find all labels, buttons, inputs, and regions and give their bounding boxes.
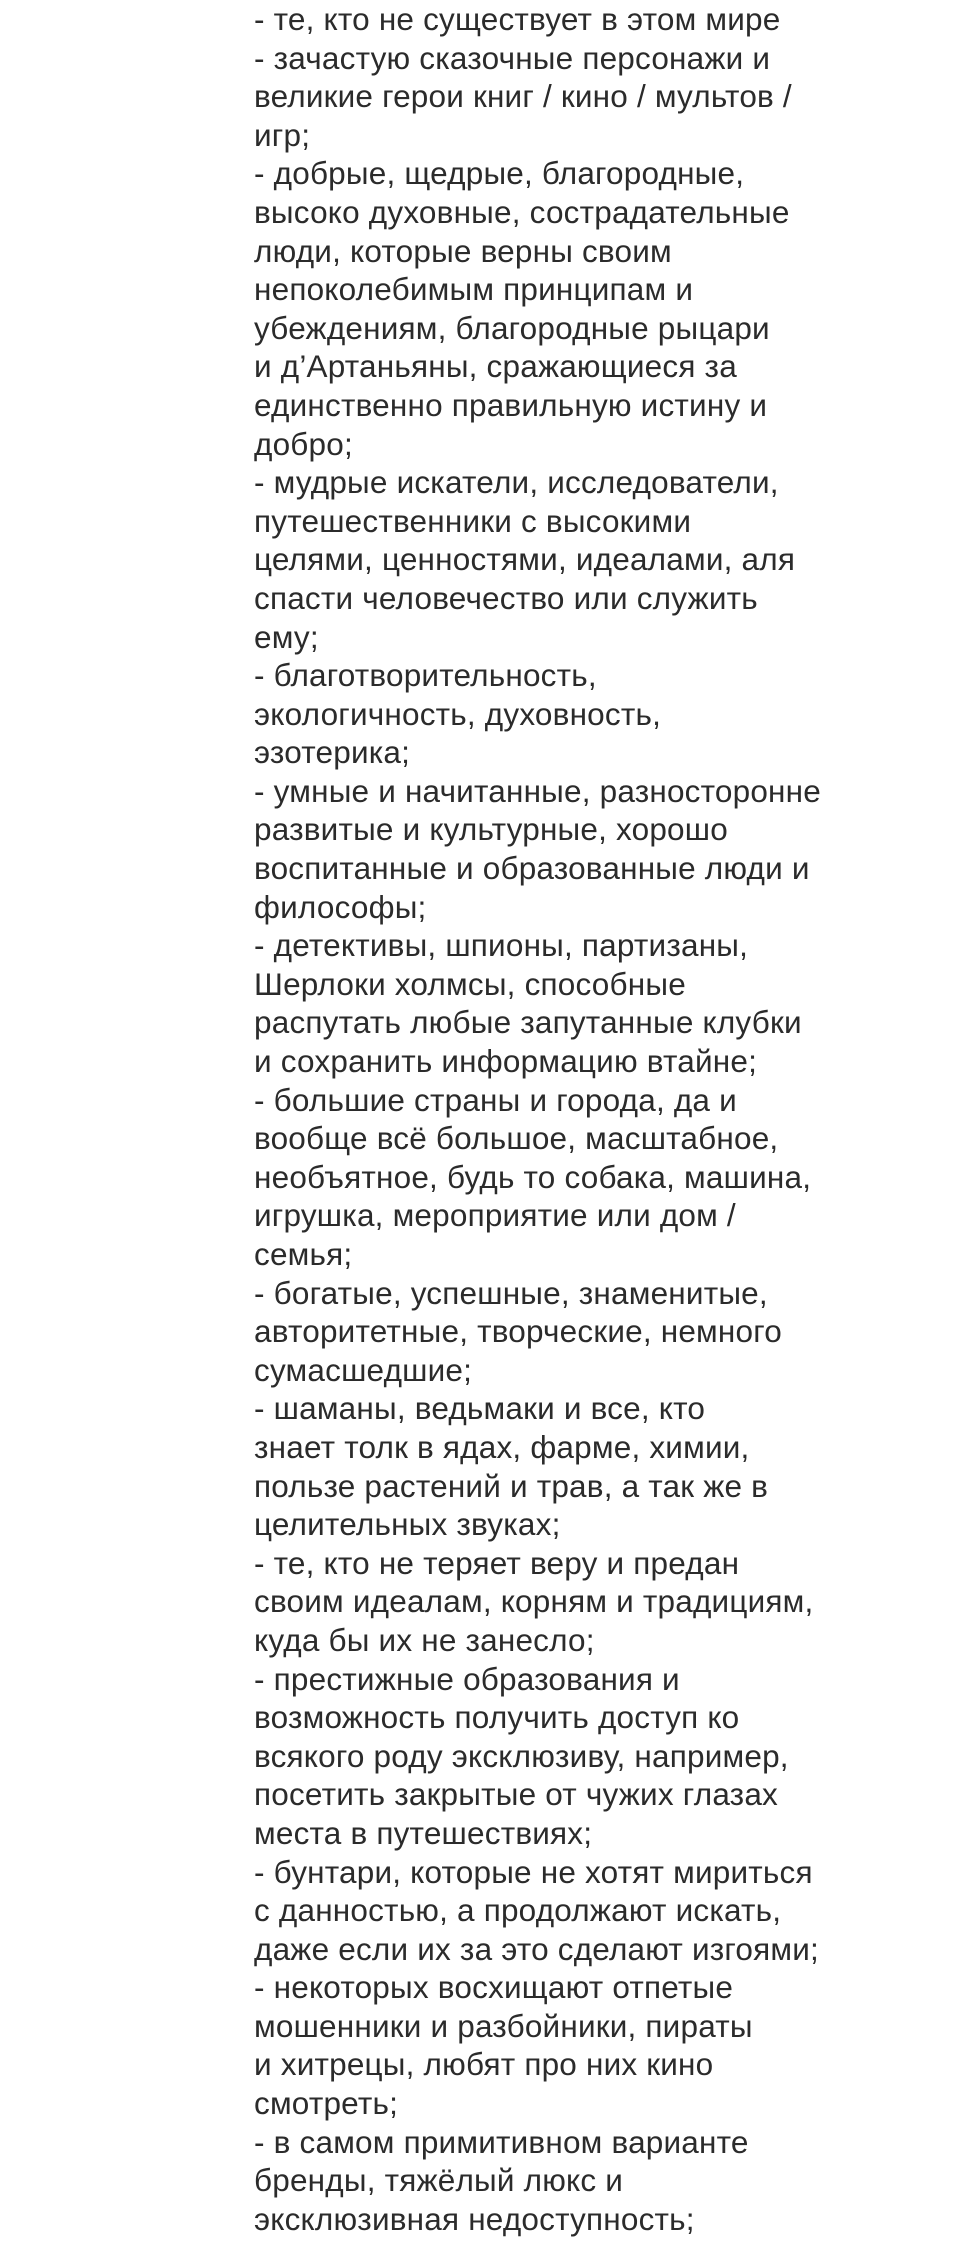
text-line: бренды, тяжёлый люкс и	[254, 2162, 624, 2199]
text-line: игр;	[254, 116, 311, 153]
text-line: ему;	[254, 618, 319, 655]
text-line: и д’Артаньяны, сражающиеся за	[254, 348, 737, 385]
text-line: посетить закрытые от чужих глазах	[254, 1776, 778, 1813]
text-line: всякого роду эксклюзиву, например,	[254, 1737, 789, 1774]
text-line: экологичность, духовность,	[254, 695, 662, 732]
text-line: - бунтари, которые не хотят мириться	[254, 1853, 813, 1890]
text-line: - мудрые искатели, исследователи,	[254, 464, 779, 501]
text-line: необъятное, будь то собака, машина,	[254, 1158, 812, 1195]
text-line: места в путешествиях;	[254, 1814, 593, 1851]
text-line: добро;	[254, 425, 353, 462]
text-line: - богатые, успешные, знаменитые,	[254, 1274, 768, 1311]
text-line: путешественники с высокими	[254, 502, 692, 539]
text-line: высоко духовные, сострадательные	[254, 193, 790, 230]
text-line: - благотворительность,	[254, 657, 597, 694]
text-line: убеждениям, благородные рыцари	[254, 309, 770, 346]
text-line: смотреть;	[254, 2085, 399, 2122]
text-line: спасти человечество или служить	[254, 579, 758, 616]
text-line: с данностью, а продолжают искать,	[254, 1892, 782, 1929]
text-line: даже если их за это сделают изгоями;	[254, 1930, 820, 1967]
text-line: игрушка, мероприятие или дом /	[254, 1197, 736, 1234]
text-line: сумасшедшие;	[254, 1351, 473, 1388]
text-line: знает толк в ядах, фарме, химии,	[254, 1428, 750, 1465]
text-line: - некоторых восхищают отпетые	[254, 1969, 734, 2006]
text-line: - добрые, щедрые, благородные,	[254, 155, 745, 192]
text-line: единственно правильную истину и	[254, 386, 768, 423]
text-line: мошенники и разбойники, пираты	[254, 2007, 753, 2044]
text-line: развитые и культурные, хорошо	[254, 811, 728, 848]
text-line: пользе растений и трав, а так же в	[254, 1467, 769, 1504]
text-line: целями, ценностями, идеалами, аля	[254, 541, 796, 578]
text-line: - большие страны и города, да и	[254, 1081, 737, 1118]
text-line: семья;	[254, 1236, 353, 1272]
text-line: Шерлоки холмсы, способные	[254, 965, 686, 1002]
text-line: и хитрецы, любят про них кино	[254, 2046, 714, 2083]
text-line: - престижные образования и	[254, 1660, 680, 1697]
text-line: и сохранить информацию втайне;	[254, 1043, 758, 1080]
text-line: куда бы их не занесло;	[254, 1621, 595, 1658]
text-line: целительных звуках;	[254, 1506, 561, 1543]
text-line: - зачастую сказочные персонажи и	[254, 39, 771, 76]
text-line: - шаманы, ведьмаки и все, кто	[254, 1390, 706, 1427]
text-line: люди, которые верны своим	[254, 232, 672, 269]
text-line: великие герои книг / кино / мультов /	[254, 78, 792, 115]
text-line: воспитанные и образованные люди и	[254, 850, 810, 887]
text-body	[254, 0, 954, 2238]
text-line: возможность получить доступ ко	[254, 1699, 740, 1736]
text-line: - в самом примитивном варианте	[254, 2123, 749, 2160]
text-line: распутать любые запутанные клубки	[254, 1004, 802, 1041]
text-line: - те, кто не существует в этом мире	[254, 1, 781, 37]
text-line: эксклюзивная недоступность;	[254, 2200, 695, 2237]
text-line: эзотерика;	[254, 734, 411, 771]
text-line: непоколебимым принципам и	[254, 271, 694, 308]
text-line: - умные и начитанные, разносторонне	[254, 772, 821, 809]
text-line: - детективы, шпионы, партизаны,	[254, 927, 749, 964]
text-line: философы;	[254, 888, 427, 925]
text-line: своим идеалам, корням и традициям,	[254, 1583, 814, 1620]
text-line: вообще всё большое, масштабное,	[254, 1120, 779, 1157]
text-line: - те, кто не теряет веру и предан	[254, 1544, 740, 1581]
text-line: авторитетные, творческие, немного	[254, 1313, 782, 1350]
